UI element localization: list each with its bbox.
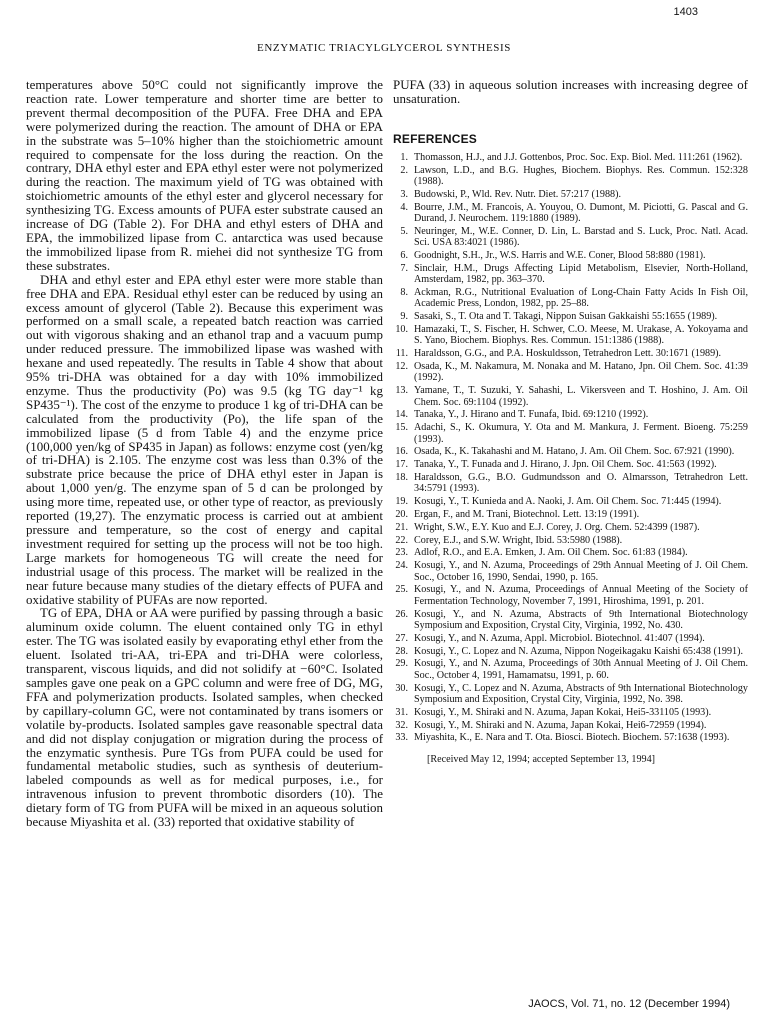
reference-text: Osada, K., K. Takahashi and M. Hatano, J. Am. Oil Chem. Soc. 67:921 (1990). [414,446,735,458]
reference-number: 14. [395,409,408,421]
reference-number: 8. [400,287,408,299]
references-heading: REFERENCES [393,131,478,146]
reference-item [393,720,748,731]
reference-item [393,250,748,261]
reference-number: 25. [395,584,408,596]
reference-text: Hamazaki, T., S. Fischer, H. Schwer, C.O. Meese, M. Urakase, A. Yokoyama and S. Yano, Biochem. Biophys. Res. Commun. 151:1386 (1988). [414,324,748,347]
reference-number: 20. [395,509,408,521]
reference-text: Wright, S.W., E.Y. Kuo and E.J. Corey, J. Org. Chem. 52:4399 (1987). [414,521,700,533]
reference-text: Neuringer, M., W.E. Conner, D. Lin, L. Barstad and S. Luck, Proc. Natl. Acad. Sci. USA 83:4021 (1986). [414,225,748,249]
reference-text: Corey, E.J., and S.W. Wright, Ibid. 53:5980 (1988). [414,534,623,546]
reference-item [393,584,748,607]
reference-text: Thomasson, H.J., and J.J. Gottenbos, Proc. Soc. Exp. Biol. Med. 111:261 (1962). [414,151,743,163]
reference-text: Ergan, F., and M. Trani, Biotechnol. Lett. 13:19 (1991). [414,509,640,521]
reference-number: 6. [400,250,408,262]
reference-number: 12. [395,361,408,373]
reference-number: 1. [400,151,408,163]
reference-number: 26. [395,608,408,620]
reference-item [393,547,748,558]
reference-item [393,311,748,322]
reference-text: Bourre, J.M., M. Francois, A. Youyou, O. Dumont, M. Piciotti, G. Pascal and G. Durand, J. Neurochem. 119:1880 (1989). [414,201,748,225]
reference-item [393,409,748,420]
paragraph-1: temperatures above 50°C could not significantly improve the reaction rate. Lower temperature and shorter time are better to prevent thermal decomposition of the PUFA. Free DHA and EPA were polymerized during the reaction. The amount of DHA or EPA in the substrate was 5–10% higher than the stoichiometric amount required to compensate for the loss during the reaction. On the contrary, DHA ethyl ester and EPA ethyl ester were not polymerized during the reaction. The maximum yield of TG was obtained with stoichiometric amounts of the ethyl ester and glycerol necessary for synthesizing TG. Excess amounts of PUFA ester substrate caused an increase of DG (Table 2). For DHA and ethyl esters of DHA and EPA, the immobilized lipase from C. antarctica was used because the immobilized lipase from R. miehei did not synthesize TG from these substrates. [26,77,383,273]
reference-text: Miyashita, K., E. Nara and T. Ota. Biosci. Biotech. Biochem. 57:1638 (1993). [414,732,730,744]
paragraph-2: DHA and ethyl ester and EPA ethyl ester were more stable than free DHA and EPA. Residual ethyl ester can be reduced by using an excess amount of glycerol (Table 2). Because this experiment was performed on a small scale, a repeated batch reaction was carried out with vigorous shaking and an ethanol trap and a vacuum pump under reduced pressure. The immobilized lipase was washed with hexane and used repeatedly. The results in Table 4 show that about 95% tri-DHA was obtained for a day with 10% immobilized enzyme. Thus the productivity (Po) was 9.5 (kg TG day⁻¹ kg SP435⁻¹). The cost of the enzyme to produce 1 kg of tri-DHA can be calculated from the productivity (Po), the life span of the immobilized lipase (5 d from Table 4) and the enzyme price (100,000 yen/kg of SP435 in Japan) as follows: enzyme cost (yen/kg of tri-DHA) is 2.105. The enzyme cost was less than 0.3% of the substrate price because the price of DHA ethyl ester in Japan is about 1,000 yen/g. The enzyme span of 5 d can be prolonged by using more time, repeated use, or other type of reactor, as previously reported (19,27). The enzymatic process is carried out at ambient pressure and temperature, so the cost of energy and capital investment required for setting up the process will not be too high. Large markets for homogeneous TG will create the need for industrial usage of this process. The market will be realized in the near future because many studies of the dietary effects of PUFA and oxidative stability of PUFAs are now reported. [26,271,383,607]
reference-item [393,202,748,225]
reference-item [393,658,748,681]
reference-text: Kosugi, Y., C. Lopez and N. Azuma, Nippon Nogeikagaku Kaishi 65:438 (1991). [414,645,744,657]
reference-number: 15. [395,422,408,434]
reference-number: 32. [395,719,408,731]
paragraph-3: TG of EPA, DHA or AA were purified by passing through a basic aluminum oxide column. The eluent contained only TG in ethyl ester. The TG was isolated easily by evaporating ethyl ether from the eluent. Isolated tri-AA, tri-EPA and tri-DHA were colorless, transparent, viscous liquids, and did not solidify at −60°C. Isolated samples gave one peak on a GPC column and were free of DG, MG, FFA and polymerization products. Isolated samples, when checked by capillary-column GC, were not contaminated by trans isomers or volatile by-products. Isolated samples gave reasonable spectral data and did not display conjugation or migration during the process of the enzymatic synthesis. Pure TGs from PUFA could be used for fundamental metabolic studies, such as synthesis of deuterium-labeled compounds as well as for medical purposes, i.e., for intravenous infusion to prevent thrombotic disorders (10). The dietary form of TG from PUFA will be mixed in an aqueous solution because Miyashita et al. (33) reported that oxidative stability of [26,605,383,830]
reference-number: 7. [400,262,408,274]
reference-item [393,348,748,359]
reference-number: 22. [395,534,408,546]
reference-text: Kosugi, Y., and N. Azuma, Proceedings of 30th Annual Meeting of J. Oil Chem. Soc., October 4, 1991, Hamamatsu, 1991, p. 60. [414,658,748,681]
reference-number: 5. [400,225,408,237]
reference-text: Kosugi, Y., and N. Azuma, Appl. Microbiol. Biotechnol. 41:407 (1994). [414,632,705,644]
reference-text: Kosugi, Y., T. Kunieda and A. Naoki, J. Am. Oil Chem. Soc. 71:445 (1994). [414,496,722,508]
reference-number: 18. [395,472,408,484]
reference-text: Tanaka, Y., T. Funada and J. Hirano, J. Jpn. Oil Chem. Soc. 41:563 (1992). [414,459,717,471]
reference-item [393,165,748,188]
reference-text: Budowski, P., Wld. Rev. Nutr. Diet. 57:217 (1988). [414,188,621,200]
reference-text: Kosugi, Y., M. Shiraki and N. Azuma, Japan Kokai, Hei5-331105 (1993). [414,706,712,718]
reference-number: 31. [395,706,408,718]
reference-number: 21. [395,521,408,533]
left-column [26,78,383,829]
reference-item [393,226,748,249]
reference-item [393,459,748,470]
reference-item [393,446,748,457]
right-column [393,78,748,765]
reference-text: Tanaka, Y., J. Hirano and T. Funafa, Ibid. 69:1210 (1992). [414,409,649,421]
reference-text: Yamane, T., T. Suzuki, Y. Sahashi, L. Vikersveen and T. Hoshino, J. Am. Oil Chem. Soc. 69:1104 (1992). [414,385,748,408]
journal-footer: JAOCS, Vol. 71, no. 12 (December 1994) [528,998,730,1010]
reference-item [393,522,748,533]
reference-text: Kosugi, Y., and N. Azuma, Abstracts of 9th International Biotechnology Symposium and Exposition, Crystal City, Virginia, 1992, No. 430. [414,608,748,632]
reference-number: 24. [395,560,408,572]
reference-item [393,560,748,583]
reference-item [393,609,748,632]
reference-number: 17. [395,459,408,471]
reference-number: 13. [395,385,408,397]
reference-text: Kosugi, Y., M. Shiraki and N. Azuma, Japan Kokai, Hei6-72959 (1994). [414,719,707,731]
reference-item [393,707,748,718]
received-note: [Received May 12, 1994; accepted September 13, 1994] [427,753,656,765]
reference-item [393,152,748,163]
reference-number: 30. [395,682,408,694]
reference-number: 11. [395,348,408,360]
reference-number: 16. [395,446,408,458]
reference-item [393,633,748,644]
reference-text: Sasaki, S., T. Ota and T. Takagi, Nippon Suisan Gakkaishi 55:1655 (1989). [414,311,718,323]
reference-item [393,361,748,384]
reference-number: 9. [400,311,408,323]
reference-text: Adachi, S., K. Okumura, Y. Ota and M. Mankura, J. Ferment. Bioeng. 75:259 (1993). [414,422,748,445]
reference-number: 19. [395,496,408,508]
reference-text: Osada, K., M. Nakamura, M. Nonaka and M. Hatano, Jpn. Oil Chem. Soc. 41:39 (1992). [414,361,748,384]
reference-text: Kosugi, Y., and N. Azuma, Proceedings of Annual Meeting of the Society of Fermentation Technology, November 7, 1991, Hiroshima, 1991, p. 201. [414,584,748,607]
reference-item [393,189,748,200]
reference-item [393,263,748,286]
page-number: 1403 [673,6,698,18]
reference-item [393,509,748,520]
reference-text: Kosugi, Y., and N. Azuma, Proceedings of 29th Annual Meeting of J. Oil Chem. Soc., October 16, 1990, Sendai, 1990, p. 165. [414,560,748,583]
references-list [393,152,748,744]
reference-number: 33. [395,732,408,744]
reference-item [393,732,748,743]
reference-number: 3. [400,188,408,200]
reference-text: Kosugi, Y., C. Lopez and N. Azuma, Abstracts of 9th International Biotechnology Symposium and Exposition, Crystal City, Virginia, 1992, No. 398. [414,682,748,706]
reference-number: 28. [395,645,408,657]
reference-number: 10. [395,324,408,336]
reference-item [393,324,748,347]
reference-number: 23. [395,547,408,559]
reference-number: 27. [395,632,408,644]
reference-item [393,496,748,507]
reference-number: 29. [395,658,408,670]
reference-item [393,646,748,657]
reference-text: Adlof, R.O., and E.A. Emken, J. Am. Oil Chem. Soc. 61:83 (1984). [414,547,688,559]
paragraph-continuation: PUFA (33) in aqueous solution increases with increasing degree of unsaturation. [393,77,748,106]
reference-item [393,287,748,310]
reference-number: 2. [400,164,408,176]
reference-item [393,422,748,445]
reference-item [393,683,748,706]
reference-text: Sinclair, H.M., Drugs Affecting Lipid Metabolism, Elsevier, North-Holland, Amsterdam, 1982, pp. 363–370. [414,262,748,286]
reference-number: 4. [400,201,408,213]
reference-item [393,535,748,546]
reference-text: Goodnight, S.H., Jr., W.S. Harris and W.E. Coner, Blood 58:880 (1981). [414,250,706,262]
running-head: ENZYMATIC TRIACYLGLYCEROL SYNTHESIS [257,42,511,54]
reference-text: Lawson, L.D., and B.G. Hughes, Biochem. Biophys. Res. Commun. 152:328 (1988). [414,164,748,188]
reference-item [393,385,748,408]
reference-text: Haraldsson, G.G., and P.A. Hoskuldsson, Tetrahedron Lett. 30:1671 (1989). [414,348,722,360]
reference-text: Ackman, R.G., Nutritional Evaluation of Long-Chain Fatty Acids In Fish Oil, Academic Press, London, 1982, pp. 25–88. [414,287,748,310]
reference-item [393,472,748,495]
reference-text: Haraldsson, G.G., B.O. Gudmundsson and O. Almarsson, Tetrahedron Lett. 34:5791 (1993). [414,472,748,495]
